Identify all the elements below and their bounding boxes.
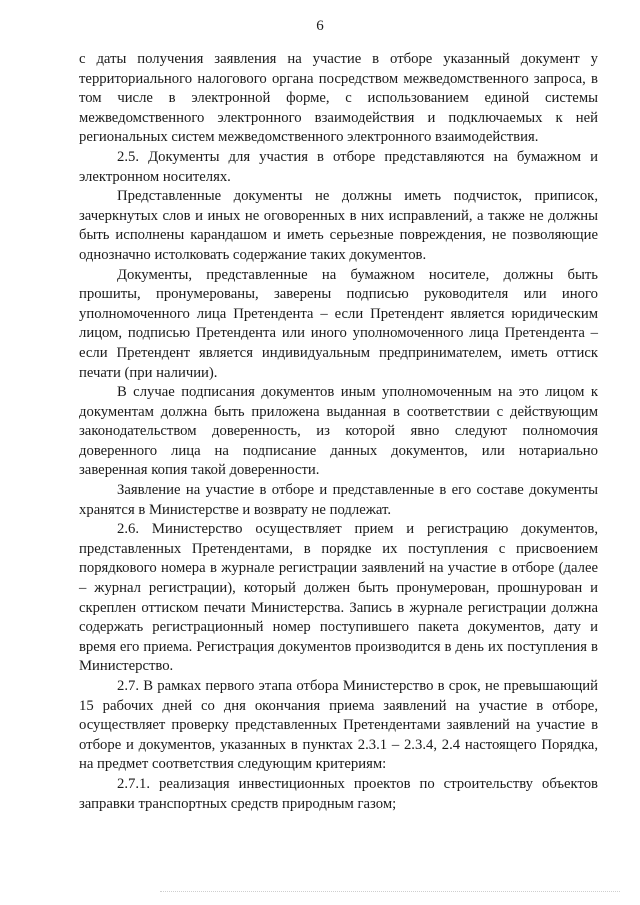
paragraph-document-requirements: Представленные документы не должны иметь подчисток, приписок, зачеркнутых слов и иных не оговоренных в них исправлений, а также не должны быть исполнены карандашом и иметь серьезные повреждения, не позволяющие однозначно истолковать содержание таких документов. (79, 188, 598, 263)
paragraph-2-5: 2.5. Документы для участия в отборе представляются на бумажном и электронном носителях. (79, 148, 598, 185)
paragraph-2-6: 2.6. Министерство осуществляет прием и регистрацию документов, представленных Претендентами, в порядке их поступления с присвоением порядкового номера в журнале регистрации заявлений на участие в отборе (далее – журнал регистрации), который должен быть пронумерован, прошнурован и скреплен оттиском печати Министерства. Запись в журнале регистрации должна содержать регистрационный номер поступившего пакета документов, дату и время его приема. Регистрация документов производится в день их поступления в Министерство. (79, 521, 598, 675)
document-body (79, 50, 598, 814)
page-number: 6 (316, 18, 324, 34)
paragraph-power-of-attorney: В случае подписания документов иным уполномоченным на это лицом к документам должна быть приложена выданная в соответствии с действующим законодательством доверенность, из которой явно следуют полномочия доверенного лица на подписание данных документов, или нотариально заверенная копия такой доверенности. (79, 384, 598, 479)
paragraph-storage: Заявление на участие в отборе и представленные в его составе документы хранятся в Министерстве и возврату не подлежат. (79, 482, 598, 518)
paragraph-2-7: 2.7. В рамках первого этапа отбора Министерство в срок, не превышающий 15 рабочих дней со дня окончания приема заявлений на участие в отборе, осуществляет проверку представленных Претендентами заявлений на участие в отборе и документов, указанных в пунктах 2.3.1 – 2.3.4, 2.4 настоящего Порядка, на предмет соответствия следующим критериям: (79, 678, 598, 773)
scan-edge-artifact (160, 891, 620, 893)
paragraph-paper-documents: Документы, представленные на бумажном носителе, должны быть прошиты, пронумерованы, заверены подписью руководителя или иного уполномоченного лица Претендента – если Претендент является юридическим лицом, подписью Претендента или иного уполномоченного лица Претендента – если Претендент является индивидуальным предпринимателем, иметь оттиск печати (при наличии). (79, 266, 598, 381)
paragraph-2-7-1: 2.7.1. реализация инвестиционных проектов по строительству объектов заправки транспортных средств природным газом; (79, 775, 598, 812)
paragraph-continuation: с даты получения заявления на участие в отборе указанный документ у территориального налогового органа посредством межведомственного запроса, в том числе в электронной форме, с использованием единой системы межведомственного электронного взаимодействия и подключаемых к ней региональных систем межведомственного электронного взаимодействия. (79, 51, 598, 146)
